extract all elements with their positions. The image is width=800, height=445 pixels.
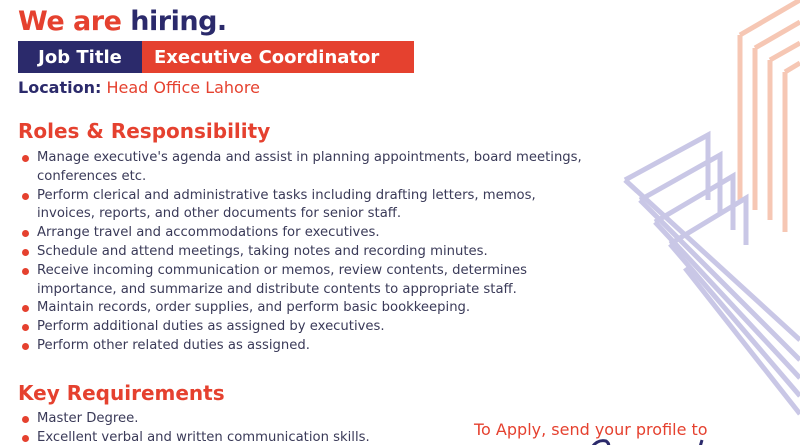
location-line: [18, 78, 260, 97]
roles-list-item: Maintain records, order supplies, and perform basic bookkeeping.: [20, 299, 590, 318]
location-label: Location:: [18, 78, 102, 97]
chevron-lines-decoration: [600, 0, 800, 445]
roles-list-item: Perform other related duties as assigned.: [20, 337, 590, 356]
roles-list-item: Manage executive's agenda and assist in planning appointments, board meetings, conferences etc.: [20, 149, 590, 187]
requirements-list-item: Master Degree.: [20, 410, 590, 429]
roles-list-item: Perform additional duties as assigned by executives.: [20, 318, 590, 337]
roles-section-title: Roles & Responsibility: [18, 119, 271, 143]
location-value: Head Office Lahore: [106, 78, 260, 97]
hiring-headline: [18, 6, 227, 37]
requirements-section-title: Key Requirements: [18, 381, 225, 405]
job-title-value: Executive Coordinator: [142, 41, 414, 73]
headline-part1: We are: [18, 6, 122, 37]
roles-list-item: Receive incoming communication or memos, review contents, determines importance, and summarize and distribute contents to appropriate staff.: [20, 262, 590, 300]
job-title-bar: [18, 41, 414, 73]
roles-list-item: Perform clerical and administrative tasks including drafting letters, memos, invoices, reports, and other documents for senior staff.: [20, 187, 590, 225]
roles-list-item: Schedule and attend meetings, taking notes and recording minutes.: [20, 243, 590, 262]
job-title-label: Job Title: [18, 41, 142, 73]
roles-list-item: Arrange travel and accommodations for executives.: [20, 224, 590, 243]
requirements-list-item: Excellent verbal and written communication skills.: [20, 429, 590, 445]
apply-instructions: To Apply, send your profile to: [474, 420, 708, 439]
headline-part2: hiring.: [130, 6, 227, 37]
roles-list: [20, 149, 590, 356]
